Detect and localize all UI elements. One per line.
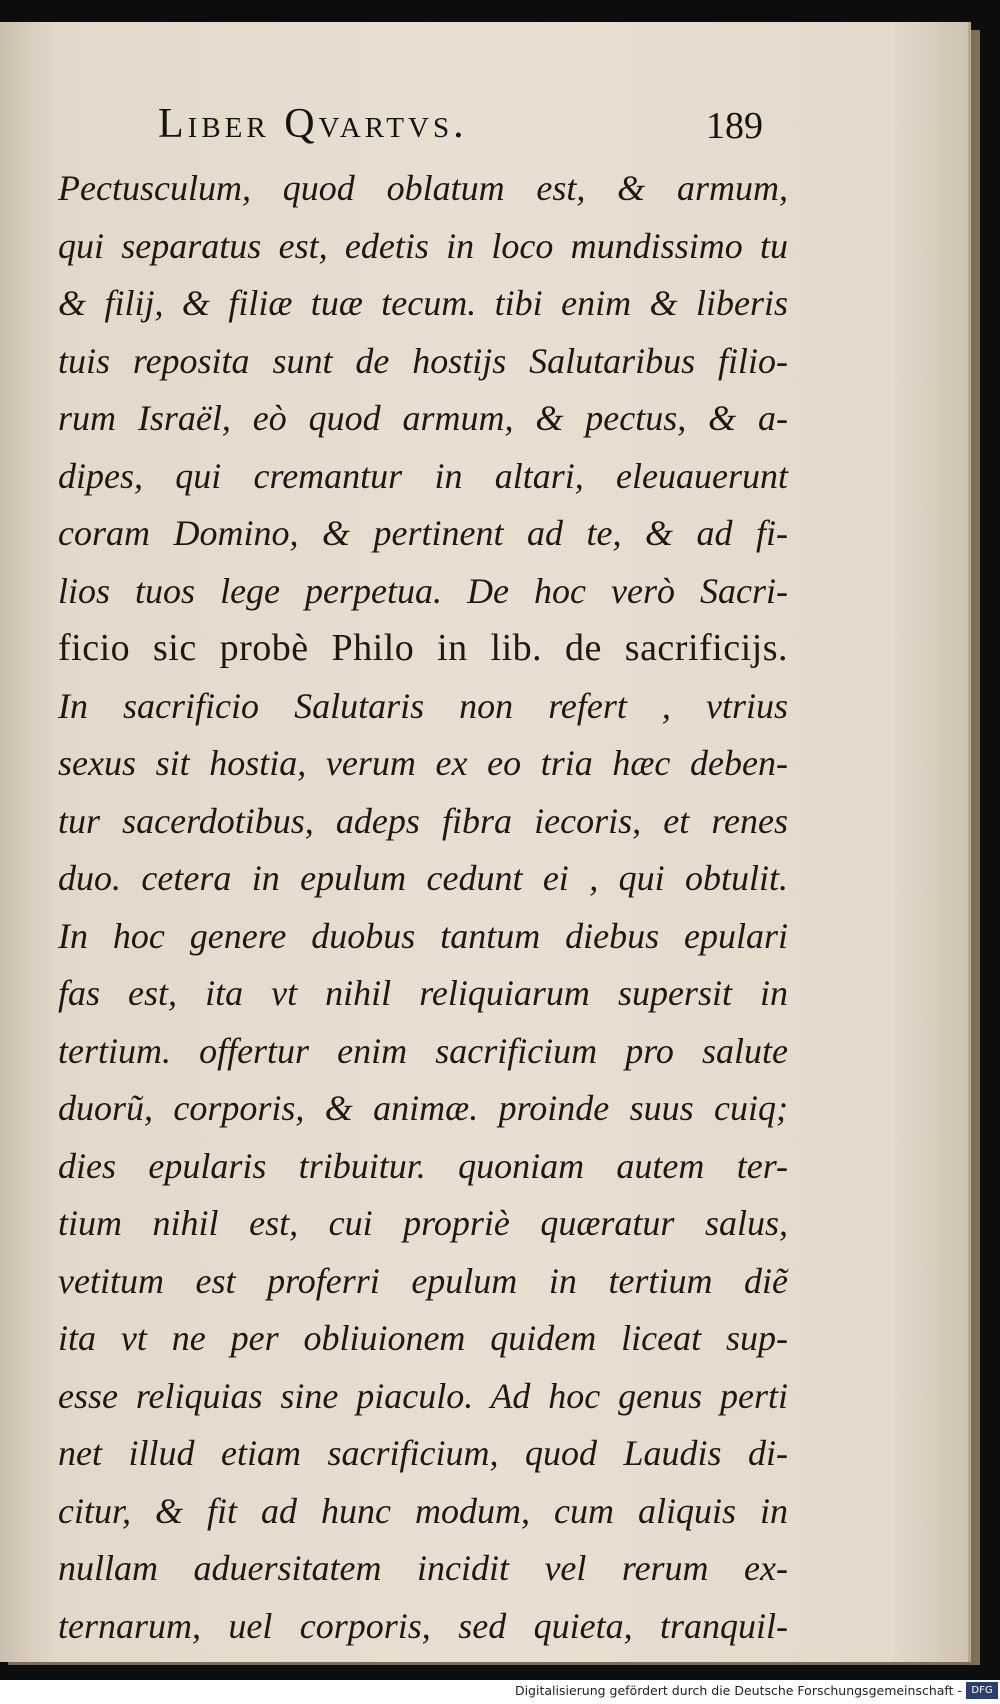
text-line: tium nihil est, cui propriè quæratur salus, [58, 1203, 788, 1243]
page-number: 189 [706, 105, 763, 147]
page-header [0, 100, 968, 156]
footer-bar [0, 1680, 1000, 1704]
running-title: Liber Qvartvs. [158, 101, 468, 147]
text-line: ita vt ne per obliuionem quidem liceat sup- [58, 1318, 788, 1358]
text-line: In sacrificio Salutaris non refert , vtrius [58, 685, 788, 726]
text-line: duorũ, corporis, & animæ. proinde suus cuiq; [58, 1088, 788, 1128]
book-page [0, 22, 971, 1662]
text-line: fas est, ita vt nihil reliquiarum supersit in [58, 973, 788, 1013]
text-line: dipes, qui cremantur in altari, eleuauerunt [58, 455, 788, 496]
text-line: sexus sit hostia, verum ex eo tria hæc deben- [58, 743, 788, 783]
dfg-logo: DFG [966, 1682, 998, 1699]
text-line: duo. cetera in epulum cedunt ei , qui obtulit. [58, 858, 788, 898]
text-line: rum Israël, eò quod armum, & pectus, & a- [58, 398, 788, 438]
text-line: tertium. offertur enim sacrificium pro salute [58, 1030, 788, 1071]
text-line: citur, & fit ad hunc modum, cum aliquis in [58, 1490, 788, 1531]
text-line: & filij, & filiæ tuæ tecum. tibi enim & liberis [58, 283, 788, 323]
text-line: qui separatus est, edetis in loco mundissimo tu [58, 225, 788, 266]
funding-credit: Digitalisierung gefördert durch die Deutsche Forschungsgemeinschaft - [514, 1683, 962, 1698]
text-line: nullam aduersitatem incidit vel rerum ex- [58, 1548, 788, 1588]
text-line: tuis reposita sunt de hostijs Salutaribus filio- [58, 340, 788, 381]
text-block [58, 160, 788, 1655]
text-line: vetitum est proferri epulum in tertium diẽ [58, 1260, 788, 1301]
text-line: In hoc genere duobus tantum diebus epulari [58, 915, 788, 956]
text-line: dies epularis tribuitur. quoniam autem ter- [58, 1145, 788, 1186]
text-line: ternarum, uel corporis, sed quieta, tranquil- [58, 1605, 788, 1646]
text-line: Pectusculum, quod oblatum est, & armum, [58, 168, 788, 208]
text-line: tur sacerdotibus, adeps fibra iecoris, et renes [58, 800, 788, 841]
text-line: esse reliquias sine piaculo. Ad hoc genus perti [58, 1375, 788, 1416]
text-line: net illud etiam sacrificium, quod Laudis di- [58, 1433, 788, 1473]
text-line: lios tuos lege perpetua. De hoc verò Sacri- [58, 570, 788, 611]
text-line: ficio sic probè Philo in lib. de sacrificijs. [58, 627, 788, 669]
text-line: coram Domino, & pertinent ad te, & ad fi- [58, 513, 788, 553]
